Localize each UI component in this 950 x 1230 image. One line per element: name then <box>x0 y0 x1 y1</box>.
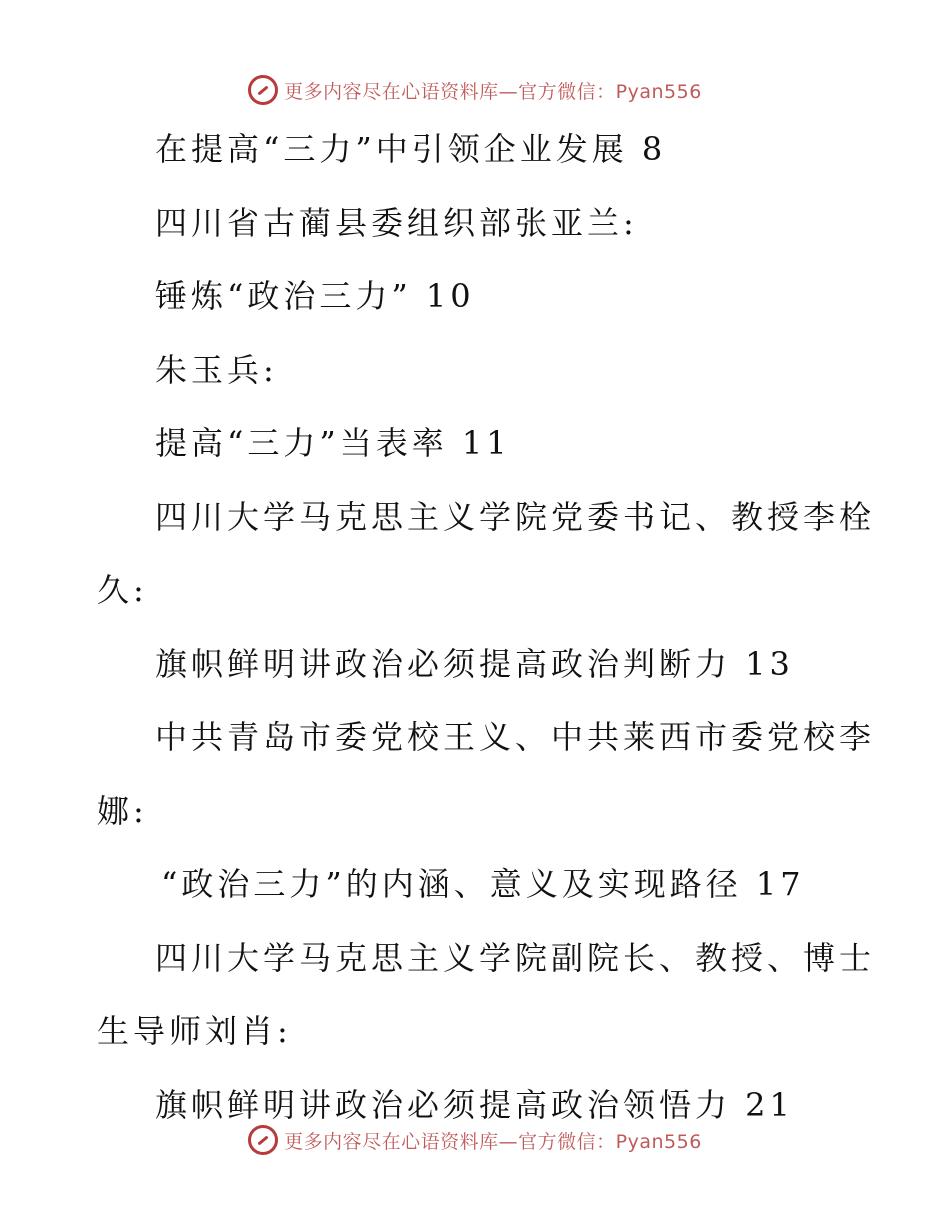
toc-entry-author: 中共青岛市委党校王义、中共莱西市委党校李 <box>155 718 876 756</box>
pen-logo-icon <box>248 75 278 105</box>
toc-content <box>97 113 876 1142</box>
toc-entry-title: “政治三力”的内涵、意义及实现路径 17 <box>161 865 805 903</box>
toc-entry-author-continued: 生导师刘肖: <box>97 1012 292 1050</box>
toc-entry-author: 四川大学马克思主义学院党委书记、教授李栓 <box>155 497 876 536</box>
toc-entry-author-continued: 娜: <box>97 791 148 830</box>
toc-entry-title: 提高“三力”当表率 11 <box>155 424 511 462</box>
header-watermark-text: 更多内容尽在心语资料库—官方微信：Pyan556 <box>284 80 702 103</box>
footer-watermark-text: 更多内容尽在心语资料库—官方微信：Pyan556 <box>284 1130 702 1153</box>
toc-entry-title: 旗帜鲜明讲政治必须提高政治判断力 13 <box>155 644 794 683</box>
header-watermark-banner <box>0 70 950 110</box>
toc-entry-author: 朱玉兵: <box>155 350 278 389</box>
toc-entry-title: 在提高“三力”中引领企业发展 8 <box>155 130 667 168</box>
footer-watermark-banner <box>0 1120 950 1160</box>
toc-entry-author-continued: 久: <box>97 571 148 609</box>
toc-entry-title: 锤炼“政治三力” 10 <box>155 277 475 315</box>
toc-entry-author: 四川省古蔺县委组织部张亚兰: <box>155 203 638 242</box>
pen-logo-icon <box>248 1125 278 1155</box>
toc-entry-title: 旗帜鲜明讲政治必须提高政治领悟力 21 <box>155 1085 794 1124</box>
toc-entry-author: 四川大学马克思主义学院副院长、教授、博士 <box>155 938 876 977</box>
